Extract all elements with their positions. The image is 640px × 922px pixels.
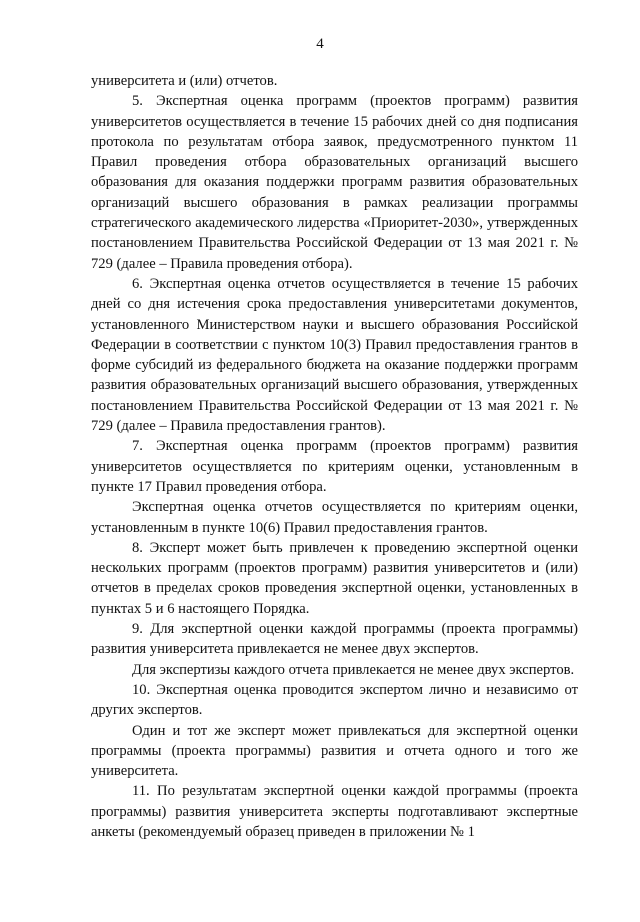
page-number: 4 <box>316 36 324 52</box>
document-body <box>91 71 578 842</box>
paragraph-item-10-same-expert: Один и тот же эксперт может привлекаться для экспертной оценки программы (проекта программы) развития и отчета одного и того же университета. <box>91 722 578 780</box>
paragraph-item-9: 9. Для экспертной оценки каждой программы (проекта программы) развития университета привлекается не менее двух экспертов. <box>91 621 578 658</box>
paragraph-item-7: 7. Экспертная оценка программ (проектов программ) развития университетов осуществляется по критериям оценки, установленным в пункте 17 Правил проведения отбора. <box>91 438 578 495</box>
paragraph-item-8: 8. Эксперт может быть привлечен к проведению экспертной оценки нескольких программ (проектов программ) развития университетов и (или) отчетов в пределах сроков проведения экспертной оценки, установленных в пунктах 5 и 6 настоящего Порядка. <box>91 539 578 617</box>
paragraph-item-10: 10. Экспертная оценка проводится экспертом лично и независимо от других экспертов. <box>91 681 578 719</box>
paragraph-item-11: 11. По результатам экспертной оценки каждой программы (проекта программы) развития университета эксперты подготавливают экспертные анкеты (рекомендуемый образец приведен в приложении № 1 <box>91 783 578 840</box>
paragraph-continuation: университета и (или) отчетов. <box>91 73 278 89</box>
paragraph-item-9-reports: Для экспертизы каждого отчета привлекается не менее двух экспертов. <box>132 661 575 678</box>
paragraph-item-6: 6. Экспертная оценка отчетов осуществляется в течение 15 рабочих дней со дня истечения срока предоставления университетами документов, установленного Министерством науки и высшего образования Российской Федерации в соответствии с пунктом 10(3) Правил предоставления грантов в форме субсидий из федерального бюджета на оказание поддержки программ развития образовательных организаций высшего образования, утвержденных постановлением Правительства Российской Федерации от 13 мая 2021 г. № 729 (далее – Правила предоставления грантов). <box>91 275 578 435</box>
paragraph-item-5: 5. Экспертная оценка программ (проектов программ) развития университетов осуществляется в течение 15 рабочих дней со дня подписания протокола по результатам отбора заявок, предусмотренного пунктом 11 Правил проведения отбора образовательных организаций высшего образования для оказания поддержки программ развития образовательных организаций высшего образования в рамках реализации программы стратегического академического лидерства «Приоритет-2030», утвержденных постановлением Правительства Российской Федерации от 13 мая 2021 г. № 729 (далее – Правила проведения отбора). <box>91 93 578 272</box>
paragraph-item-7-reports: Экспертная оценка отчетов осуществляется по критериям оценки, установленным в пункте 10(6) Правил предоставления грантов. <box>91 499 578 536</box>
